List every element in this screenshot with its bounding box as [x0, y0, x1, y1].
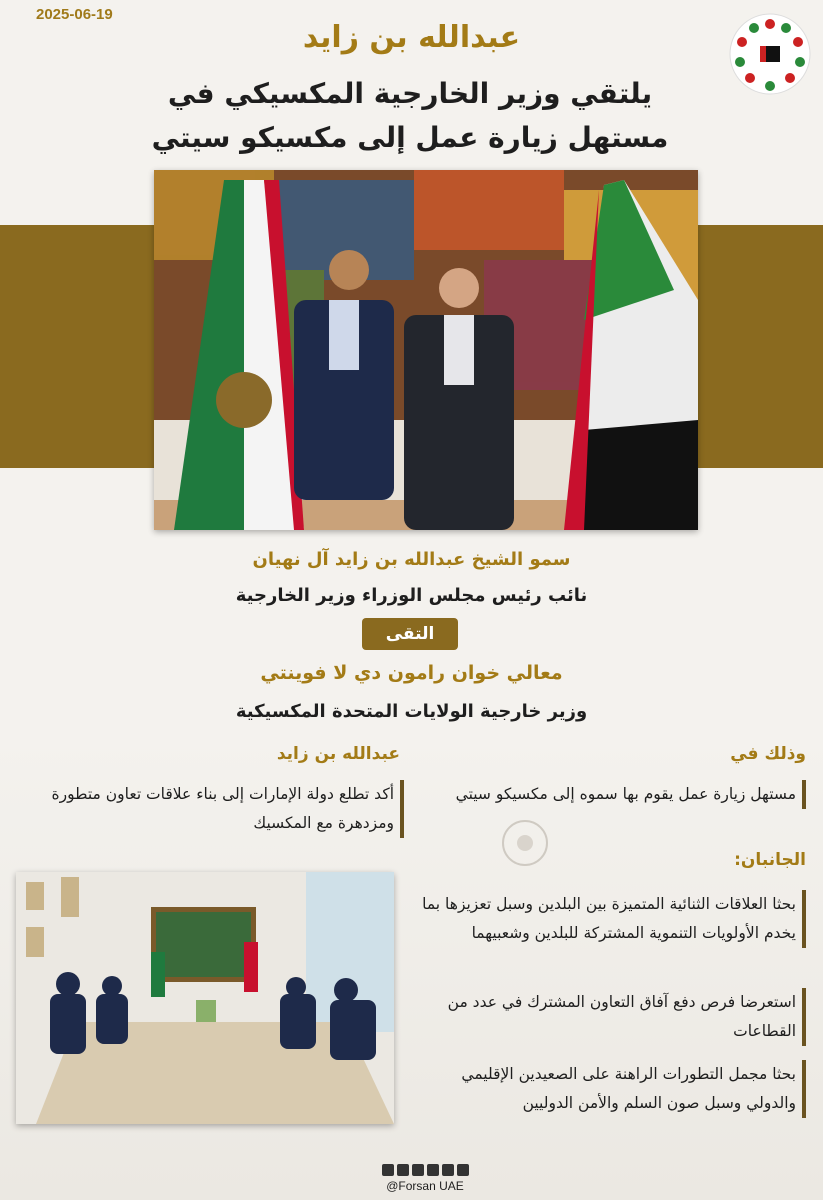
snapchat-icon[interactable] [457, 1164, 469, 1176]
delegation-photo [16, 872, 394, 1124]
right-heading: وذلك في [730, 744, 806, 764]
host-title: نائب رئيس مجلس الوزراء وزير الخارجية [235, 585, 588, 606]
guest-name: معالي خوان رامون دي لا فوينتي [260, 662, 563, 684]
met-badge: التقى [362, 618, 458, 650]
right-para: مستهل زيارة عمل يقوم بها سموه إلى مكسيكو سيتي [412, 780, 806, 809]
headline-line: مستهل زيارة عمل إلى مكسيكو سيتي [151, 121, 669, 154]
x-icon[interactable] [412, 1164, 424, 1176]
headline [60, 72, 760, 160]
date-stamp: 2025-06-19 [36, 6, 113, 23]
guest-title: وزير خارجية الولايات المتحدة المكسيكية [235, 701, 588, 722]
instagram-icon[interactable] [442, 1164, 454, 1176]
meeting-photo [154, 170, 698, 530]
youtube-icon[interactable] [382, 1164, 394, 1176]
footer [380, 1164, 470, 1193]
right-heading: الجانبان: [734, 850, 806, 870]
left-para: أكد تطلع دولة الإمارات إلى بناء علاقات تعاون متطورة ومزدهرة مع المكسيك [30, 780, 404, 838]
social-handle[interactable]: @Forsan UAE [386, 1179, 464, 1193]
left-heading: عبدالله بن زايد [276, 744, 400, 764]
watermark-logo [500, 818, 550, 868]
list-item: استعرضا فرص دفع آفاق التعاون المشترك في عدد من القطاعات [412, 988, 806, 1046]
headline-line: يلتقي وزير الخارجية المكسيكي في [167, 77, 653, 110]
list-item: بحثا العلاقات الثنائية المتميزة بين البلدين وسبل تعزيزها بما يخدم الأولويات التنموية المشتركة للبلدين وشعبيهما [412, 890, 806, 948]
headline-name: عبدالله بن زايد [302, 20, 521, 55]
facebook-icon[interactable] [427, 1164, 439, 1176]
list-item: بحثا مجمل التطورات الراهنة على الصعيدين الإقليمي والدولي وسبل صون السلم والأمن الدوليين [412, 1060, 806, 1118]
telegram-icon[interactable] [397, 1164, 409, 1176]
host-name: سمو الشيخ عبدالله بن زايد آل نهيان [252, 549, 571, 570]
social-icons [380, 1164, 470, 1176]
